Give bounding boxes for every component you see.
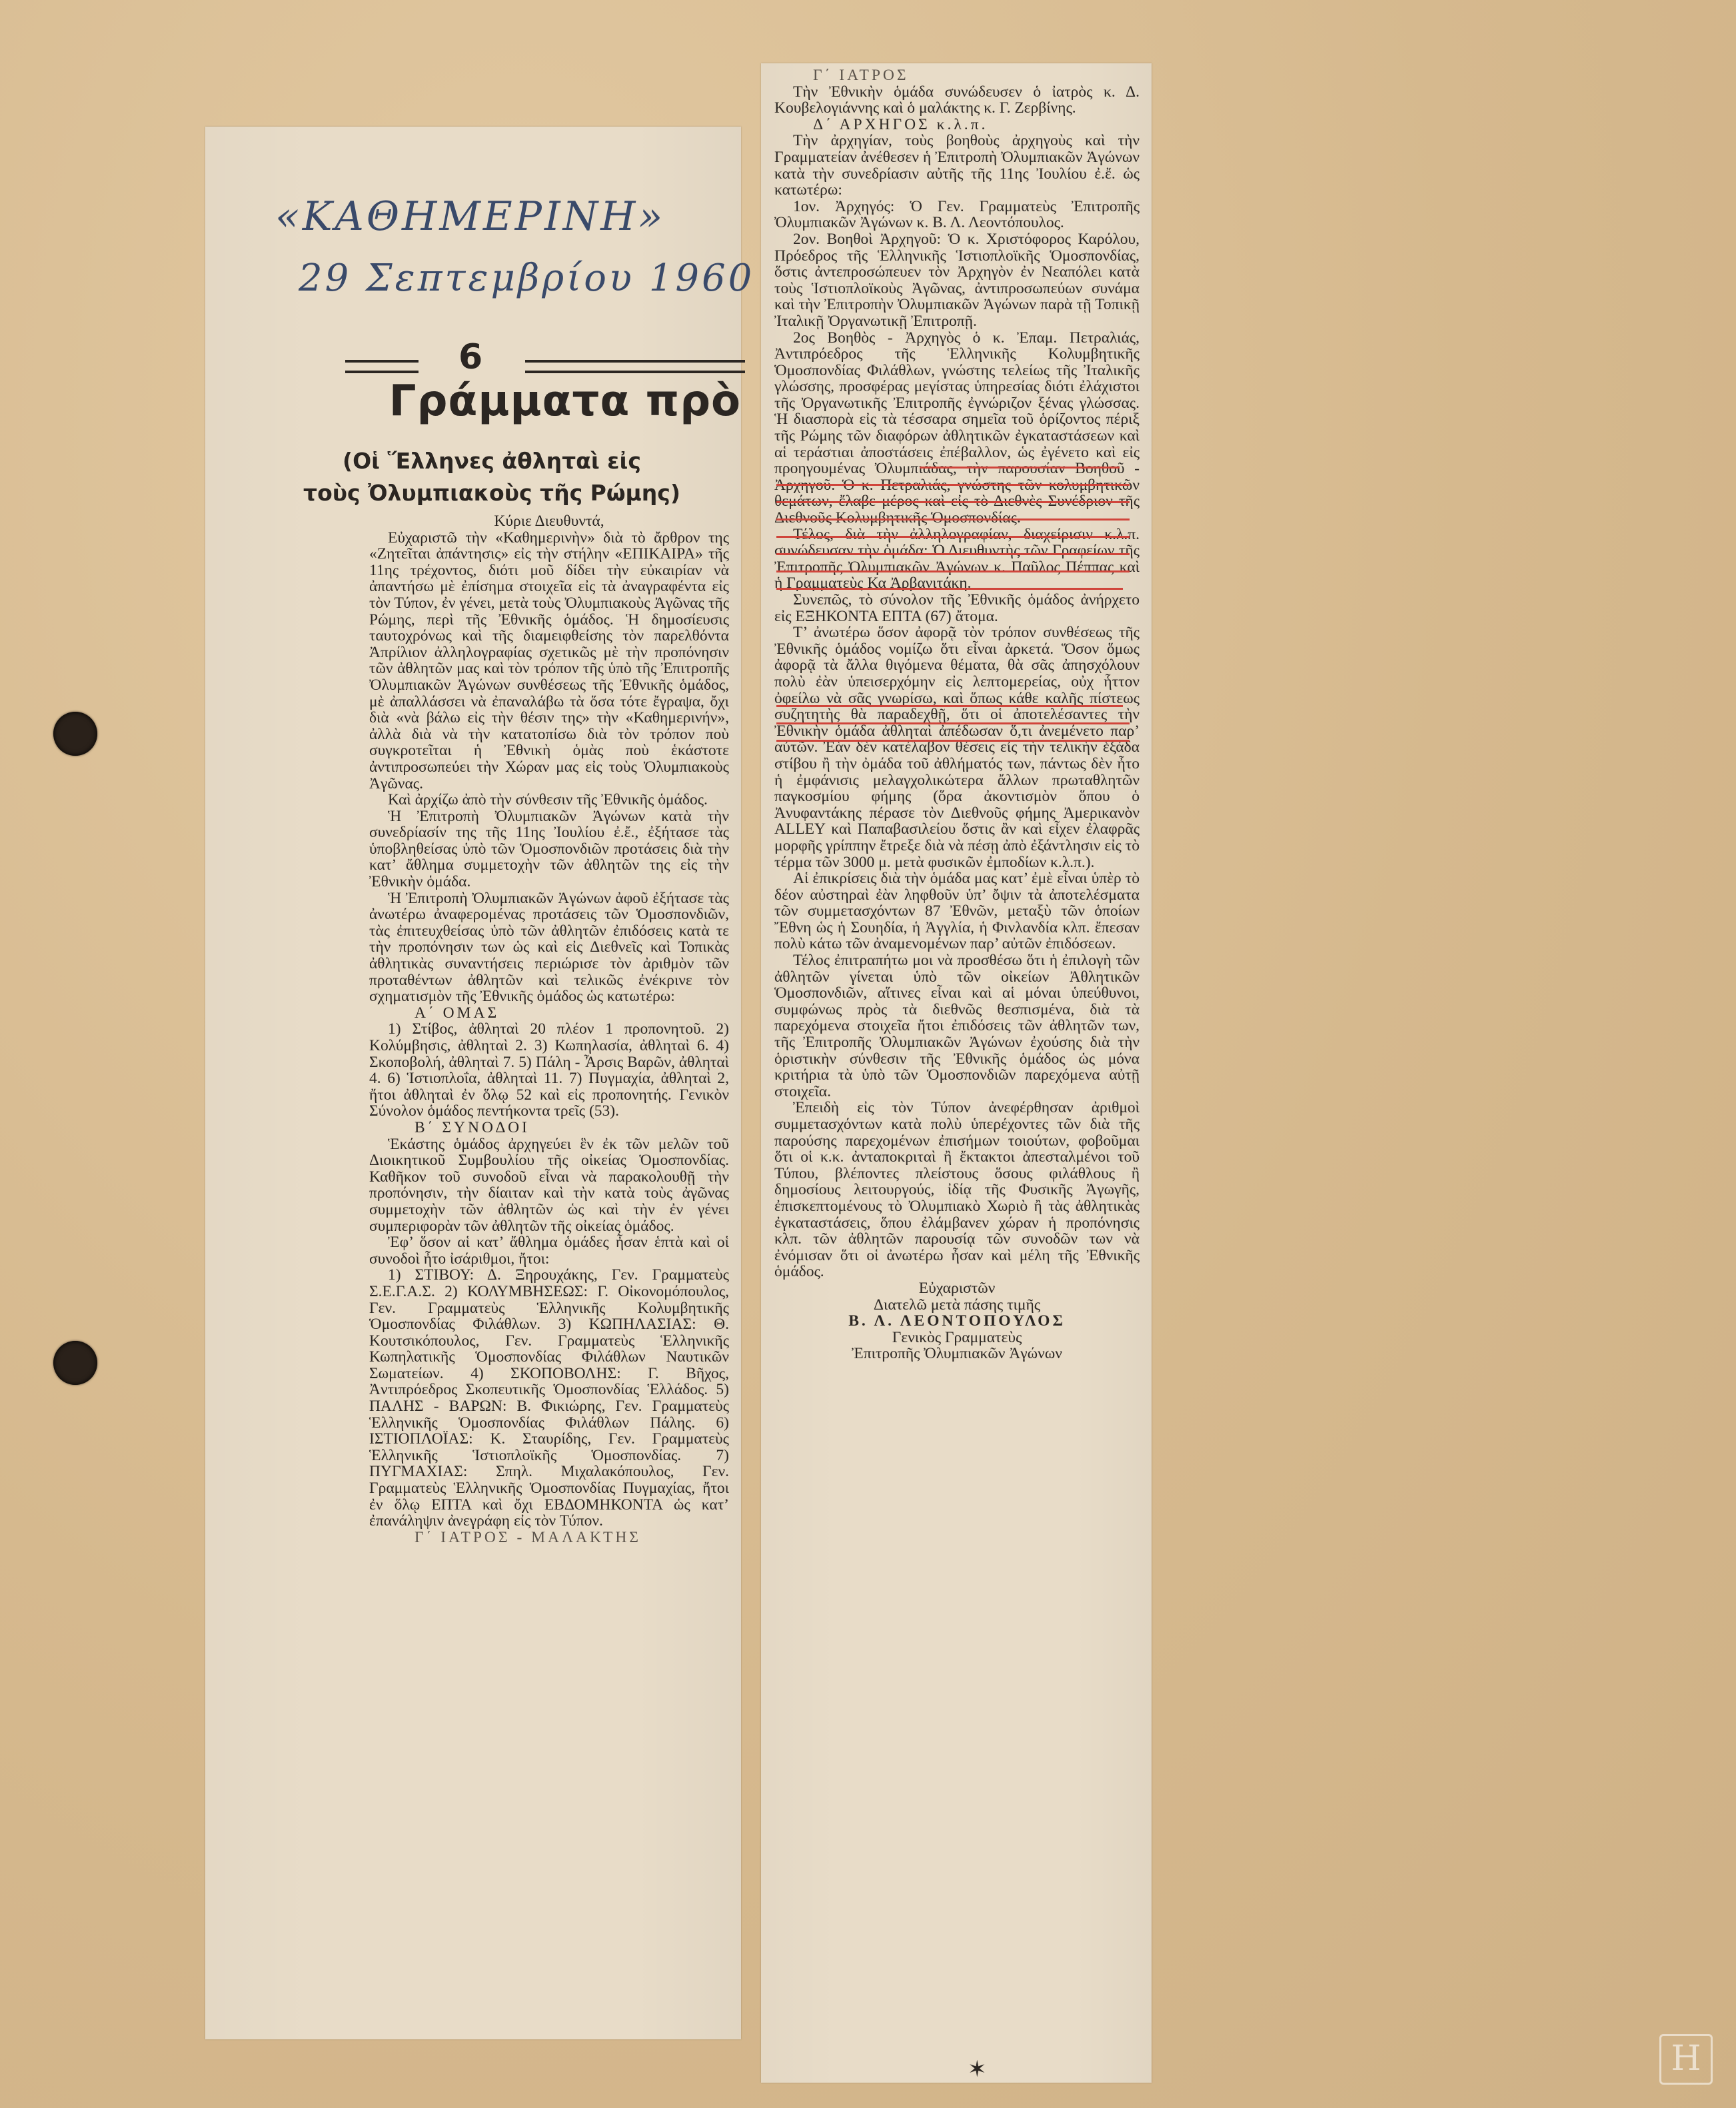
red-underline — [776, 484, 1130, 486]
paragraph: Συνεπῶς, τὸ σύνολον τῆς Ἐθνικῆς ὁμάδος ἀνήρχετο εἰς ΕΞΗΚΟΝΤΑ ΕΠΤΑ (67) ἄτομα. — [774, 591, 1140, 625]
paragraph-highlighted: 2ος Βοηθὸς - Ἀρχηγὸς ὁ κ. Ἐπαμ. Πετραλιάς, Ἀντιπρόεδρος τῆς Ἑλληνικῆς Κολυμβητικῆς Ὁμοσπονδίας Φιλάθλων, γνώστης τελείως τῆς Ἰταλικῆς γλώσσης, προσφέρας μεγίστας ὑπηρεσίας διότι ἐλάχιστοι τῆς Ὀργανωτικῆς Ἐπιτροπῆς ἐγνώριζον ξένας γλώσσας. Ἡ διασπορὰ εἰς τὰ τέσσαρα σημεῖα τοῦ ὁρίζοντος πέριξ τῆς Ρώμης τῶν διαφόρων ἀθλητικῶν ἐγκαταστάσεων καὶ αἱ τεράστιαι ἀποστάσεις ἐπέβαλλον, ὡς ἐγένετο καὶ εἰς προηγουμένας Ὀλυμπιάδας, τὴν παρουσίαν Βοηθοῦ - Ἀρχηγοῦ. Ὁ κ. Πετραλιάς, γνώστης τῶν κολυμβητικῶν θεμάτων, ἔλαβε μέρος καὶ εἰς τὸ Διεθνὲς Συνέδριον τῆς Διεθνοῦς Κολυμβητικῆς Ὁμοσπονδίας. — [774, 329, 1140, 527]
paragraph: Τὴν ἀρχηγίαν, τοὺς βοηθοὺς ἀρχηγοὺς καὶ τὴν Γραμματείαν ἀνέθεσεν ἡ Ἐπιτροπὴ Ὀλυμπιακῶν Ἀγώνων κατὰ τὴν συνεδρίασιν αὐτῆς τῆς 11ης Ἰουλίου ἐ.ἔ. ὡς κατωτέρω: — [774, 132, 1140, 199]
handwritten-date: 29 Σεπτεμβρίου 1960 — [299, 257, 755, 300]
handwritten-source: «ΚΑΘΗΜΕΡΙΝΗ» — [275, 193, 666, 240]
paragraph: Ἐπειδὴ εἰς τὸν Τύπον ἀνεφέρθησαν ἀριθμοὶ συμμετασχόντων κατὰ πολὺ ὑπερέχοντες τῶν διὰ τῆς παρούσης παρεχομένων ἐπισήμων τοιούτων, φοβοῦμαι ὅτι οἱ κ.κ. ἀνταποκριταὶ ἢ ἔκτακτοι ἀπεσταλμένοι τοῦ Τύπου, βλέποντες πλείστους ὅσους φιλάθλους ἢ δημοσίους λειτουργούς, ἰδίᾳ τῆς Φυσικῆς Ἀγωγῆς, ἐπισκεπτομένους τὸ Ὀλυμπιακὸ Χωριὸ ἢ τὰς ἀθλητικὰς ἐγκαταστάσεις, ὅπου ἐλάμβανεν χώραν ἡ προπόνησις κλπ. τῶν ἀθλητῶν παρουσίᾳ τῶν συνοδῶν των νὰ ἐνόμισαν ὅτι οἱ ἀνωτέρω ἦσαν καὶ μέλη τῆς Ἐθνικῆς ὁμάδος. — [774, 1099, 1140, 1281]
headline: Γράμματα πρὸ — [389, 377, 741, 426]
right-article-column — [774, 67, 1140, 1362]
signature-name: Β. Λ. ΛΕΟΝΤΟΠΟΥΛΟΣ — [848, 1312, 1066, 1330]
page-number: 6 — [458, 337, 483, 377]
section-heading: Β΄ ΣΥΝΟΔΟΙ — [415, 1118, 530, 1136]
subtitle — [245, 445, 738, 509]
section-heading: Γ΄ ΙΑΤΡΟΣ - ΜΑΛΑΚΤΗΣ — [415, 1528, 641, 1546]
paragraph: Ἡ Ἐπιτροπὴ Ὀλυμπιακῶν Ἀγώνων κατὰ τὴν συνεδρίασίν της τῆς 11ης Ἰουλίου ἐ.ἔ., ἐξήτασε τὰς ὑποβληθείσας ὑπὸ τῶν Ὁμοσπονδιῶν προτάσεις διὰ τὴν κατ’ ἄθλημα συμμετοχὴν τῶν ἀθλητῶν της εἰς τὴν Ἐθνικὴν ὁμάδα. — [369, 807, 729, 891]
subtitle-line-1: (Οἱ Ἕλληνες ἀθληταὶ εἰς — [343, 448, 641, 474]
red-underline — [776, 501, 1130, 503]
red-underline — [776, 553, 1130, 555]
double-rule-right — [525, 360, 745, 373]
paragraph: Ἑκάστης ὁμάδος ἀρχηγεύει ἓν ἐκ τῶν μελῶν τοῦ Διοικητικοῦ Συμβουλίου τῆς οἰκείας Ὁμοσπονδίας. Καθῆκον τοῦ συνοδοῦ εἶναι νὰ παρακολουθῇ τὴν προπόνησιν, τὴν δίαιταν καὶ τὴν κατὰ τοὺς ἀγῶνας συμμετοχὴν τῶν ἀθλητῶν ὡς καὶ τὴν ἐν γένει συμπεριφορὰν τῶν ἀθλητῶν τῆς οἰκείας ὁμάδος. — [369, 1135, 729, 1235]
paragraph: Εὐχαριστῶ τὴν «Καθημερινὴν» διὰ τὸ ἄρθρον της «Ζητεῖται ἀπάντησις» εἰς τὴν στήλην «ΕΠΙΚΑΙΡΑ» τῆς 11ης τρέχοντος, διότι μοῦ δίδει τὴν εὐκαιρίαν νὰ ἀπαντήσω μὲ ἐπίσημα στοιχεῖα εἰς τὰ ἀναγραφέντα εἰς τὸν Τύπον, ἐν γένει, μετὰ τοὺς Ὀλυμπιακοὺς Ἀγῶνας τῆς Ρώμης, περὶ τῆς Ἐθνικῆς ὁμάδος. Ἡ δημοσίευσις ταυτοχρόνως καὶ τῆς διαμειφθείσης τὸν παρελθόντα Ἀπρίλιον ἀλληλογραφίας σχετικῶς μὲ τὴν προπόνησιν τῶν ἀθλητῶν μας καὶ τὸν τρόπον τῆς ὑπὸ τῆς Ἐπιτροπῆς Ὀλυμπιακῶν Ἀγώνων συνθέσεως τῆς Ἐθνικῆς ὁμάδος, μὲ ἀπαλλάσσει νὰ ἐπαναλάβω τὰ ὅσα τότε ἔγραψα, ὄχι διὰ «νὰ βάλω εἰς τὴν θέσιν της» τὴν «Καθημερινήν», ἀλλὰ διὰ νὰ τὴν κατατοπίσω διὰ τὸν τρόπον ποὺ συγκροτεῖται ἡ Ἐθνικὴ ὁμὰς ποὺ ἑκάστοτε ἀντιπροσωπεύει τὴν Χώραν μας εἰς τοὺς Ὀλυμπιακοὺς Ἀγῶνας. — [369, 528, 729, 792]
paragraph: 1) Στίβος, ἀθληταὶ 20 πλέον 1 προπονητοῦ. 2) Κολύμβησις, ἀθληταὶ 2. 3) Κωπηλασία, ἀθληταὶ 6. 4) Σκοποβολή, ἀθληταὶ 7. 5) Πάλη - Ἆρσις Βαρῶν, ἀθληταὶ 4. 6) Ἱστιοπλοΐα, ἀθληταὶ 11. 7) Πυγμαχία, ἀθληταὶ 2, ἤτοι ἀθληταὶ ἐν ὅλῳ 52 καὶ εἰς προπονητής. Γενικὸν Σύνολον ὁμάδος πεντήκοντα τρεῖς (53). — [369, 1020, 729, 1120]
signature-title: Γενικὸς Γραμματεὺς — [892, 1328, 1022, 1346]
red-underline — [920, 467, 1120, 469]
closing-thanks: Εὐχαριστῶν — [918, 1279, 996, 1297]
left-newspaper-clipping — [205, 127, 755, 2039]
paragraph: Ἡ Ἐπιτροπὴ Ὀλυμπιακῶν Ἀγώνων ἀφοῦ ἐξήτασε τὰς ἀνωτέρω ἀναφερομένας προτάσεις τῶν Ὁμοσπονδιῶν, τὰς ἐπιτευχθείσας ὑπὸ τῶν ἀθλητῶν ἐπιδόσεις κατὰ τε τὴν προπόνησιν των ὡς καὶ εἰς Διεθνεῖς καὶ Τοπικὰς ἀθλητικὰς συναντήσεις περιώρισε τὸν ἀριθμὸν τῶν προταθέντων ἀθλητῶν καὶ τελικῶς ἐνέκρινε τὸν σχηματισμὸν τῆς Ἐθνικῆς ὁμάδος ὡς κατωτέρω: — [369, 889, 729, 1006]
paragraph: 1ον. Ἀρχηγός: Ὁ Γεν. Γραμματεὺς Ἐπιτροπῆς Ὀλυμπιακῶν Ἀγώνων κ. Β. Λ. Λεοντόπουλος. — [774, 197, 1140, 232]
signature-organization: Ἐπιτροπῆς Ὀλυμπιακῶν Ἀγώνων — [852, 1345, 1062, 1363]
paragraph: Αἱ ἐπικρίσεις διὰ τὴν ὁμάδα μας κατ’ ἐμὲ εἶναι ὑπὲρ τὸ δέον αὐστηραὶ ἐὰν ληφθοῦν ὑπ’ ὄψιν τὰ ἀποτελέσματα τῶν συμμετασχόντων 87 Ἐθνῶν, μεταξὺ τῶν ὁποίων Ἔθνη ὡς ἡ Σουηδία, ἡ Ἀγγλία, ἡ Φινλανδία κλπ. ἔπεσαν πολὺ κάτω τῶν ἀναμενομένων παρ’ αὐτῶν ἐπιδόσεων. — [774, 870, 1140, 953]
left-article-column — [369, 513, 729, 1546]
archive-watermark-logo: H — [1659, 2034, 1713, 2085]
punch-hole-lower — [53, 1341, 97, 1385]
red-underline — [776, 519, 1130, 521]
red-underline — [776, 722, 1130, 724]
section-heading: Γ΄ ΙΑΤΡΟΣ — [813, 67, 909, 84]
paragraph: Καὶ ἀρχίζω ἀπὸ τὴν σύνθεσιν τῆς Ἐθνικῆς ὁμάδος. — [388, 791, 708, 809]
section-heading: Α΄ ΟΜΑΣ — [415, 1004, 500, 1022]
red-underline — [776, 705, 1123, 707]
red-underline — [776, 740, 1130, 742]
paragraph: Τὴν Ἐθνικὴν ὁμάδα συνώδευσεν ὁ ἰατρὸς κ. Δ. Κουβελογιάννης καὶ ὁ μαλάκτης κ. Γ. Ζερβίνης. — [774, 83, 1140, 117]
double-rule-left — [345, 360, 419, 373]
paragraph: Τ’ ἀνωτέρω ὅσον ἀφορᾷ τὸν τρόπον συνθέσεως τῆς Ἐθνικῆς ὁμάδος νομίζω ὅτι εἶναι ἀρκετά. Ὅσον ὅμως ἀφορᾷ τὰ ἄλλα θιγόμενα θέματα, θὰ σᾶς ἀπησχόλουν πολὺ ἐὰν ὑπεισερχόμην εἰς λεπτομερείας, οὐχ ἧττον ὀφείλω νὰ σᾶς γνωρίσω, καὶ ὅπως κάθε καλῆς πίστεως συζητητὴς θὰ παραδεχθῇ, ὅτι οἱ ἀποτελέσαντες τὴν Ἐθνικὴν ὁμάδα ἀθληταὶ ἀπέδωσαν ὅ,τι ἀνεμένετο παρ’ αὐτῶν. Ἐὰν δὲν κατέλαβον θέσεις εἰς τὴν τελικὴν ἑξάδα στίβου ἢ τὴν ὀμάδα τοῦ ἀθλήματός των, πάντως δὲν ἦτο ἡ ἐμφάνισις μελαγχολικώτερα ἄλλων πρωταθλητῶν παγκοσμίου φήμης (ὅρα ἀκοντισμὸν ὅπου ὁ Ἀνυφαντάκης πέρασε τὸν Διεθνοῦς φήμης Ἀμερικανὸν ALLEY καὶ Παπαβασιλείου ὅστις ἂν καὶ εἶχεν ἐλαφρᾶς μορφῆς γρίππην ἔτρεξε διὰ νὰ πέσῃ ἀπὸ ἐξάντλησιν εἰς τὸ τέρμα τῶν 3000 μ. μετὰ φυσικῶν ἐμποδίων κ.λ.π.). — [774, 624, 1140, 871]
paragraph: Τέλος, διὰ τὴν ἀλληλογραφίαν, διαχείρισιν κ.λ.π. συνώδευσαν τὴν ὁμάδα: Ὁ Διευθυντὴς τῶν Γραφείων τῆς Ἐπιτροπῆς Ὀλυμπιακῶν Ἀγώνων κ. Παῦλος Πέππας καὶ ἡ Γραμματεὺς Κα Ἀρβανιτάκη. — [774, 525, 1140, 592]
punch-hole-upper — [53, 712, 97, 756]
red-underline — [776, 588, 1123, 590]
red-underline — [776, 536, 1130, 538]
subtitle-line-2: τοὺς Ὀλυμπιακοὺς τῆς Ρώμης) — [303, 480, 680, 506]
paragraph: Ἐφ’ ὅσον αἱ κατ’ ἄθλημα ὁμάδες ἦσαν ἑπτὰ καὶ οἱ συνοδοὶ ἦτο ἰσάριθμοι, ἤτοι: — [369, 1234, 729, 1268]
section-heading: Δ΄ ΑΡΧΗΓΟΣ κ.λ.π. — [813, 115, 988, 133]
asterisk-mark: ✶ — [968, 2057, 987, 2082]
red-underline — [776, 570, 1130, 572]
salutation: Κύριε Διευθυντά, — [494, 513, 604, 530]
paragraph: Τέλος ἐπιτραπήτω μοι νὰ προσθέσω ὅτι ἡ ἐπιλογὴ τῶν ἀθλητῶν γίνεται ὑπὸ τῶν οἰκείων Ἀθλητικῶν Ὁμοσπονδιῶν, αἵτινες εἶναι καὶ αἱ μόναι ὑπεύθυνοι, συμφώνως πρὸς τὰ διεθνῶς θεσπισμένα, διὰ τὰ παρεχόμενα στοιχεῖα ἤτοι ἐπιδόσεις τῶν ἀθλητῶν των, τῆς Ἐπιτροπῆς Ὀλυμπιακῶν Ἀγώνων ἐχούσης διὰ τὴν ὁριστικὴν σύνθεσιν τῆς Ἐθνικῆς ὁμάδος ὡς μόνα κριτήρια τὰ ὑπὸ τῶν Ὁμοσπονδιῶν παρεχόμενα αὐτῇ στοιχεῖα. — [774, 952, 1140, 1100]
closing-regards: Διατελῶ μετὰ πάσης τιμῆς — [873, 1296, 1041, 1314]
paragraph: 1) ΣΤΙΒΟΥ: Δ. Ξηρουχάκης, Γεν. Γραμματεὺς Σ.Ε.Γ.Α.Σ. 2) ΚΟΛΥΜΒΗΣΕΩΣ: Γ. Οἰκονομόπουλος, Γεν. Γραμματεὺς Ἑλληνικῆς Κολυμβητικῆς Ὁμοσπονδίας Φιλάθλων. 3) ΚΩΠΗΛΑΣΙΑΣ: Θ. Κουτσικόπουλος, Γεν. Γραμματεὺς Ἑλληνικῆς Κωπηλατικῆς Ὁμοσπονδίας Φιλάθλων Ναυτικῶν Σωματείων. 4) ΣΚΟΠΟΒΟΛΗΣ: Γ. Βῆχος, Ἀντιπρόεδρος Σκοπευτικῆς Ὁμοσπονδίας Ἑλλάδος. 5) ΠΑΛΗΣ - ΒΑΡΩΝ: Β. Φικιώρης, Γεν. Γραμματεὺς Ἑλληνικῆς Ὁμοσπονδίας Φιλάθλων Πάλης. 6) ΙΣΤΙΟΠΛΟΪΑΣ: Κ. Σταυρίδης, Γεν. Γραμματεὺς Ἑλληνικῆς Ἱστιοπλοϊκῆς Ὁμοσπονδίας. 7) ΠΥΓΜΑΧΙΑΣ: Σπηλ. Μιχαλακόπουλος, Γεν. Γραμματεὺς Ἑλληνικῆς Ὁμοσπονδίας Πυγμαχίας, ἤτοι ἐν ὅλῳ ΕΠΤΑ καὶ ὄχι ΕΒΔΟΜΗΚΟΝΤΑ ὡς κατ’ ἐπανάληψιν ἀνεγράφη εἰς τὸν Τύπον. — [369, 1266, 729, 1530]
paragraph: 2ον. Βοηθοὶ Ἀρχηγοῦ: Ὁ κ. Χριστόφορος Καρόλου, Πρόεδρος τῆς Ἑλληνικῆς Ἱστιοπλοϊκῆς Ὁμοσπονδίας, ὅστις ἀντεπροσώπευεν τὸν Ἀρχηγὸν ἐν Νεαπόλει κατὰ τοὺς Ἱστιοπλοϊκοὺς Ἀγῶνας, ἀντιπροσωπεύων συνάμα καὶ τὴν Ἐπιτροπὴν Ὀλυμπιακῶν Ἀγώνων παρὰ τῇ Τοπικῇ Ἰταλικῇ Ὀργανωτικῇ Ἐπιτροπῇ. — [774, 230, 1140, 330]
right-newspaper-clipping — [761, 63, 1152, 2083]
